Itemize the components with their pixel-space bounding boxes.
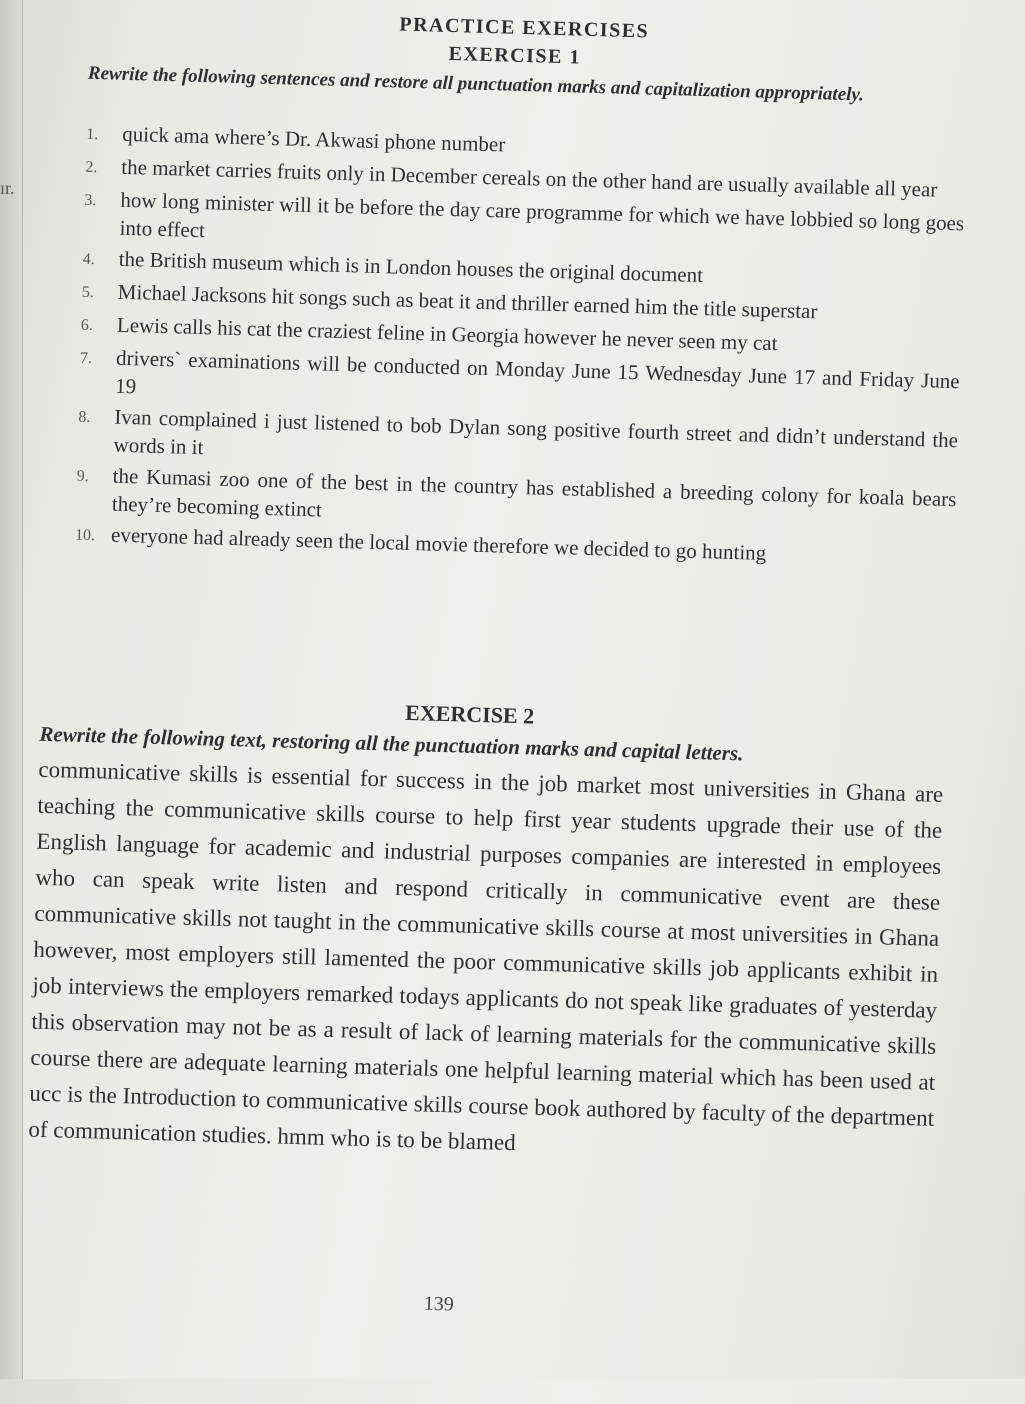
exercise1-instruction: Rewrite the following sentences and restore all punctuation marks and capitalization appropriately.	[87, 62, 865, 106]
exercise1-list	[75, 119, 967, 577]
item-number: 4.	[82, 250, 96, 269]
item-text: Lewis calls his cat the craziest feline in Georgia however he never seen my cat	[116, 312, 778, 356]
item-text: drivers` examinations will be conducted on Monday June 15 Wednesday June 17 and Friday June 19	[114, 345, 961, 399]
item-number: 3.	[84, 191, 97, 210]
item-number: 8.	[78, 408, 91, 427]
item-number: 2.	[85, 158, 98, 177]
exercise1-heading: EXERCISE 1	[448, 42, 582, 69]
item-number: 10.	[74, 526, 96, 545]
left-page-fragment: ır.	[0, 178, 15, 198]
item-number: 6.	[80, 316, 94, 335]
item-text: Michael Jacksons hit songs such as beat it and thriller earned him the title superstar	[117, 279, 818, 324]
item-number: 7.	[79, 349, 93, 368]
book-page	[21, 0, 989, 1404]
item-text: the British museum which is in London houses the original document	[118, 246, 704, 288]
item-text: everyone had already seen the local movie therefore we decided to go hunting	[110, 522, 767, 565]
item-text: quick ama where’s Dr. Akwasi phone number	[121, 121, 506, 157]
item-text: the market carries fruits only in December cereals on the other hand are usually available all year	[121, 154, 938, 202]
item-text: how long minister will it be before the day care programme for which we have lobbied so long goes into effect	[119, 187, 965, 243]
page-number: 139	[423, 1292, 455, 1316]
item-number: 5.	[81, 283, 95, 302]
item-number: 9.	[76, 467, 89, 485]
exercise2-paragraph: communicative skills is essential for success in the job market most universities in Ghana are teaching the communicative skills course to help first year students upgrade their use of the English language for academic and industrial purposes companies are interested in employees who can speak write listen and respond critically in communicative event are these communicative skills not taught in the communicative skills course at most universities in Ghana however, most employers still lamented the poor communicative skills job applicants exhibit in job interviews the employers remarked todays applicants do not speak like graduates of yesterday this observation may not be as a result of lack of learning materials for the communicative skills course there are adequate learning materials one helpful learning material which has been used at ucc is the Introduction to communicative skills course book authored by faculty of the department of communication studies. hmm who is to be blamed	[28, 756, 944, 1156]
left-page-edge	[0, 0, 23, 1379]
item-text: Ivan complained i just listened to bob Dylan song positive fourth street and didn’t understand the words in it	[113, 404, 959, 460]
practice-exercises-heading: PRACTICE EXERCISES	[399, 13, 650, 43]
item-number: 1.	[86, 125, 99, 144]
item-text: the Kumasi zoo one of the best in the country has established a breeding colony for koala bears they’re becoming extinct	[111, 463, 957, 522]
exercise2-instruction: Rewrite the following text, restoring all the punctuation marks and capital letters.	[39, 721, 744, 766]
exercise2-heading: EXERCISE 2	[404, 699, 535, 729]
